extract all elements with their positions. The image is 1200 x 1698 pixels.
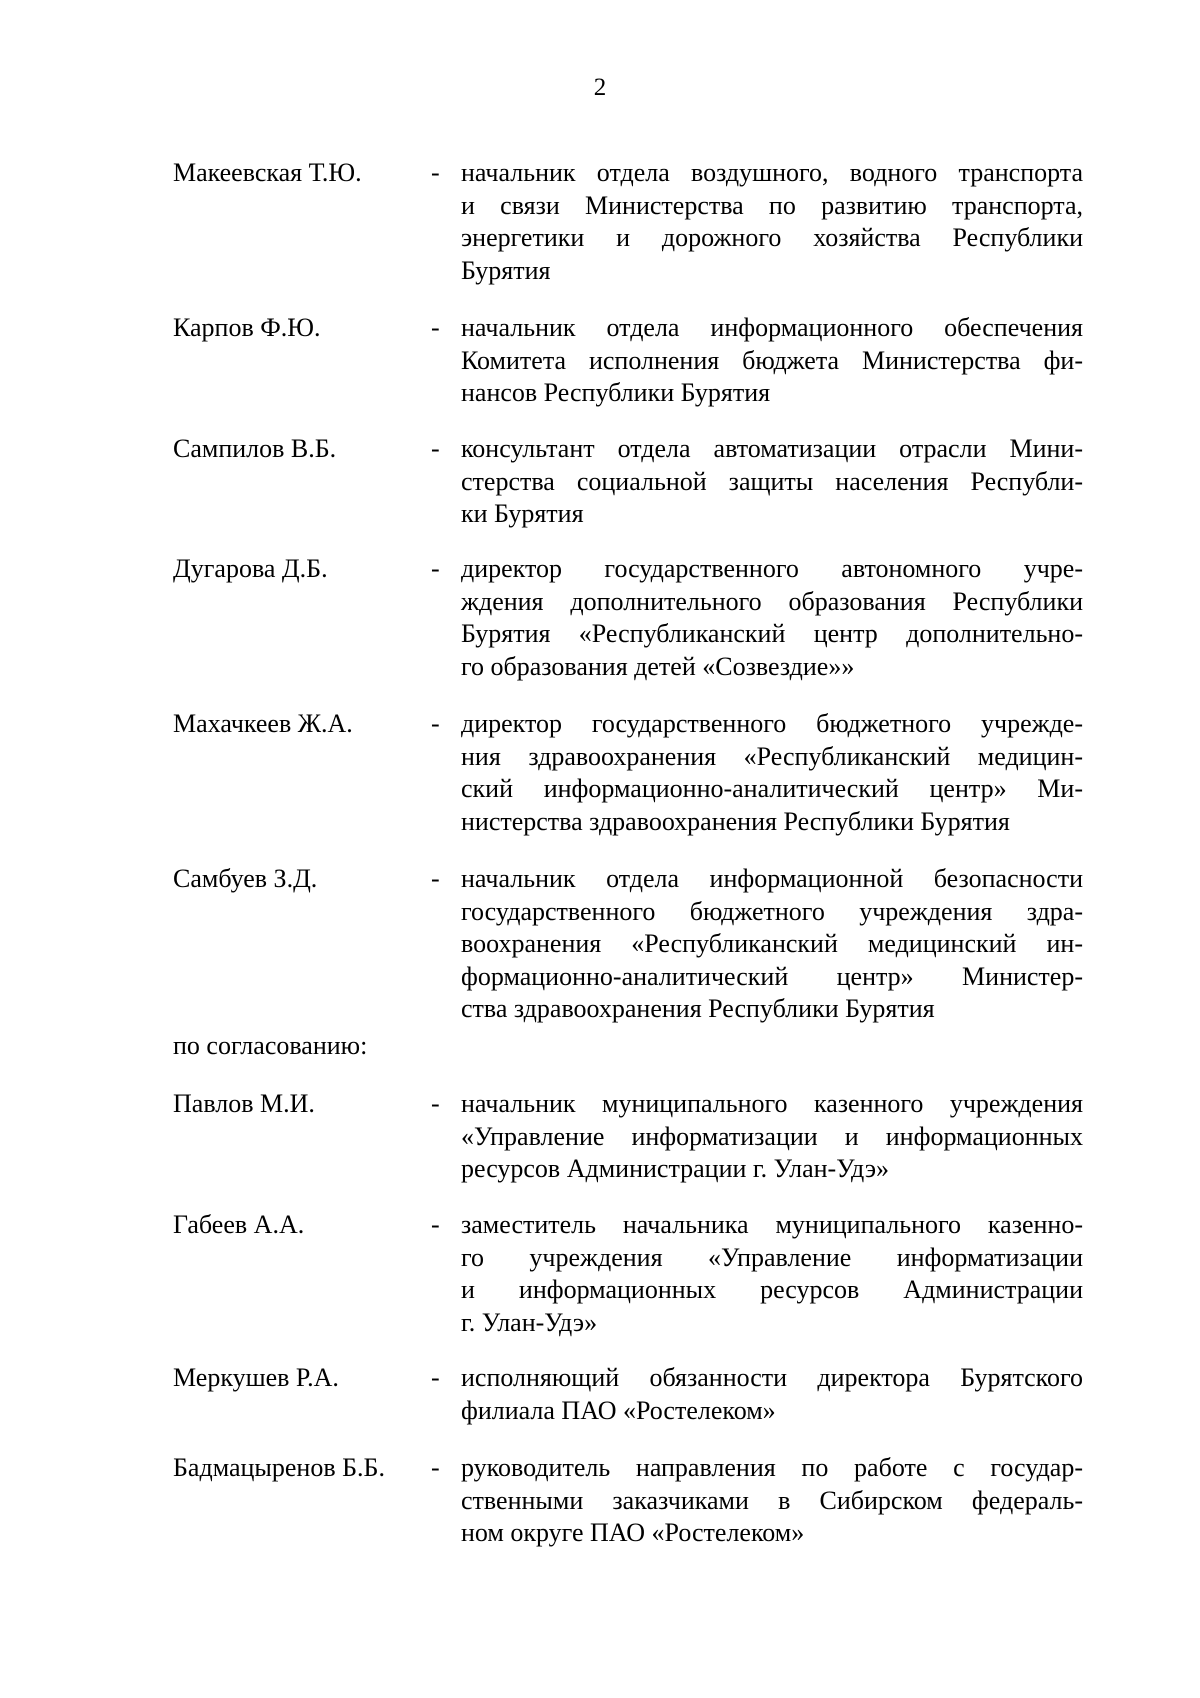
- member-name: Меркушев Р.А.: [173, 1363, 339, 1392]
- position-line: ресурсов Администрации г. Улан-Удэ»: [461, 1154, 889, 1183]
- dash-separator: -: [431, 1210, 440, 1239]
- position-line: нансов Республики Бурятия: [461, 378, 771, 407]
- dash-separator: -: [431, 1363, 440, 1392]
- member-name: Дугарова Д.Б.: [173, 554, 328, 583]
- member-name: Карпов Ф.Ю.: [173, 313, 321, 342]
- dash-separator: -: [431, 709, 440, 738]
- position-line: консультант отдела автоматизации отрасли Мини-: [461, 434, 1083, 463]
- dash-separator: -: [431, 313, 440, 342]
- position-line: заместитель начальника муниципального казенно-: [461, 1210, 1083, 1239]
- position-line: исполняющий обязанности директора Бурятского: [461, 1363, 1083, 1392]
- member-name: Макеевская Т.Ю.: [173, 158, 362, 187]
- member-position: [461, 553, 1083, 683]
- position-line: «Управление информатизации и информационных: [461, 1121, 1083, 1151]
- member-position: [461, 1088, 1083, 1186]
- position-line: стерства социальной защиты населения Республи-: [461, 466, 1083, 496]
- position-line: государственного бюджетного учреждения здра-: [461, 896, 1083, 926]
- member-name: Сампилов В.Б.: [173, 434, 337, 463]
- position-line: нистерства здравоохранения Республики Бурятия: [461, 806, 1010, 836]
- dash-separator: -: [431, 554, 440, 583]
- page-number: 2: [593, 74, 607, 101]
- position-line: ства здравоохранения Республики Бурятия: [461, 994, 935, 1023]
- member-position: [461, 1452, 1083, 1550]
- dash-separator: -: [431, 1453, 440, 1482]
- position-line: ки Бурятия: [461, 499, 584, 528]
- position-line: го образования детей «Созвездие»»: [461, 651, 855, 681]
- member-position: [461, 708, 1083, 838]
- position-line: ния здравоохранения «Республиканский медицин-: [461, 741, 1083, 771]
- position-line: ственными заказчиками в Сибирском федераль-: [461, 1485, 1083, 1515]
- member-name: Габеев А.А.: [173, 1210, 305, 1239]
- position-line: г. Улан-Удэ»: [461, 1307, 598, 1337]
- position-line: руководитель направления по работе с государ-: [461, 1453, 1083, 1482]
- position-line: Бурятия «Республиканский центр дополнительно-: [461, 619, 1083, 648]
- position-line: го учреждения «Управление информатизации: [461, 1242, 1083, 1272]
- position-line: и информационных ресурсов Администрации: [461, 1275, 1083, 1304]
- member-position: [461, 1362, 1083, 1427]
- position-line: директор государственного бюджетного учрежде-: [461, 709, 1083, 738]
- section-label-agreement: по согласованию:: [173, 1031, 368, 1060]
- member-position: [461, 1209, 1083, 1339]
- position-line: Бурятия: [461, 255, 551, 285]
- position-line: ский информационно-аналитический центр» Ми-: [461, 774, 1083, 803]
- dash-separator: -: [431, 434, 440, 463]
- position-line: энергетики и дорожного хозяйства Республики: [461, 223, 1083, 252]
- member-name: Махачкеев Ж.А.: [173, 709, 353, 738]
- position-line: ном округе ПАО «Ростелеком»: [461, 1518, 805, 1547]
- member-position: [461, 157, 1083, 287]
- position-line: ждения дополнительного образования Республики: [461, 586, 1083, 616]
- member-position: [461, 863, 1083, 1026]
- position-line: Комитета исполнения бюджета Министерства фи-: [461, 345, 1083, 375]
- dash-separator: -: [431, 864, 440, 893]
- position-line: филиала ПАО «Ростелеком»: [461, 1395, 776, 1425]
- position-line: начальник отдела информационной безопасности: [461, 864, 1083, 893]
- position-line: и связи Министерства по развитию транспорта,: [461, 190, 1083, 220]
- position-line: начальник отдела воздушного, водного транспорта: [461, 158, 1083, 187]
- member-position: [461, 312, 1083, 410]
- member-name: Павлов М.И.: [173, 1089, 315, 1118]
- position-line: формационно-аналитический центр» Министер-: [461, 961, 1083, 991]
- position-line: директор государственного автономного учре-: [461, 554, 1083, 583]
- position-line: начальник отдела информационного обеспечения: [461, 313, 1083, 342]
- member-name: Бадмацыренов Б.Б.: [173, 1453, 385, 1482]
- member-name: Самбуев З.Д.: [173, 864, 318, 893]
- position-line: воохранения «Республиканский медицинский ин-: [461, 929, 1083, 958]
- dash-separator: -: [431, 1089, 440, 1118]
- member-position: [461, 433, 1083, 531]
- position-line: начальник муниципального казенного учреждения: [461, 1089, 1083, 1118]
- dash-separator: -: [431, 158, 440, 187]
